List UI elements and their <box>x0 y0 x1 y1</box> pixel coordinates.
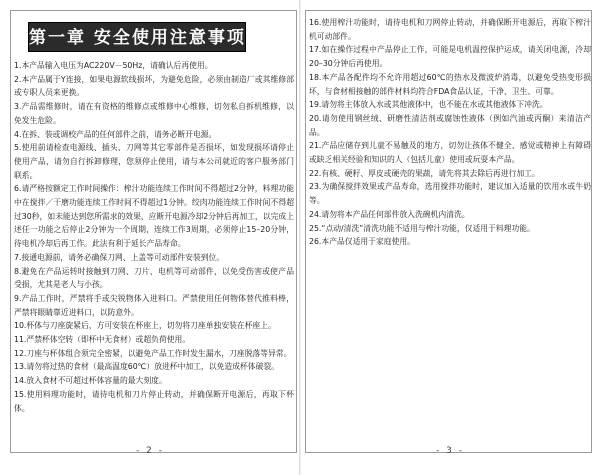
safety-item: 20.请勿使用钢丝绒、研磨性清洁剂或腐蚀性液体（例如汽油或丙酮）来清洁产品。 <box>309 113 591 137</box>
page-number-right: - 3 - <box>436 446 464 456</box>
safety-item: 11.严禁杯体空转（即杯中无食材）或超负荷使用。 <box>14 335 191 345</box>
safety-item: 6.请严格按额定工作时间操作：榨汁功能连续工作时间不得超过2分钟，料理功能中在搅拌／干磨功能连续工作时间不得超过1分钟。绞肉功能连续工作时间不得超过30秒，如未能达到您所需求的效果，应断开电源冷却2分钟后再加工，以完成上述任一功能之后停止2分钟为一个周期，连续工作3周期，必须停止15–20分钟，待电机冷却后再工作。此法有利于延长产品寿命。 <box>14 184 294 249</box>
safety-item: 18.本产品各配件均不允许用超过60℃的热水及微波炉消毒，以避免受热变形损坏，与食材相接触的部件材料均符合FDA食品认证，干净、卫生、可靠。 <box>309 72 591 96</box>
safety-item: 7.接通电源前，请务必确保刀网、上盖等可动部件安装到位。 <box>14 252 225 262</box>
safety-item: 22.有核、硬籽、厚皮或硬壳的果蔬，请先将其去除后再进行加工。 <box>309 168 540 178</box>
safety-item: 3.产品需维修时，请在有资格的维修点或维修中心维修，切勿私自拆机维修，以免发生危险。 <box>14 102 294 125</box>
safety-item: 5.使用前请检查电源线、插头、刀网等其它零部件是否损坏，如发现损坏请停止使用产品，请勿自行拆卸修理，您须停止使用，请与本公司就近的客户服务部门联系。 <box>14 143 294 180</box>
page-number-left: - 2 - <box>136 446 164 456</box>
safety-item: 16.使用榨汁功能时，请待电机和刀网停止转动，并确保断开电源后，再取下榨汁机可动部件。 <box>309 18 591 41</box>
safety-item: 14.放入食材不可超过杯体容量的最大刻度。 <box>14 376 167 386</box>
chapter-title: 第一章 安全使用注意事项 <box>28 22 246 52</box>
safety-item: 17.如在操作过程中产品停止工作，可能是电机温控保护运成，请关闭电源，冷却20–30分钟后再使用。 <box>309 45 591 69</box>
safety-item: 13.请勿将过热的食材（最高温度60℃）放进杯中加工，以免造成杯体破裂。 <box>14 362 279 372</box>
safety-item: 9.产品工作时，严禁将手或尖锐物体入进料口。严禁使用任何物体替代推料棒，严禁将眼睛靠近进料口，以防意外。 <box>14 293 294 317</box>
safety-item: 10.杯体与刀座旋紧后，方可安装在杯座上，切勿将刀座单独安装在杯座上。 <box>14 321 276 331</box>
safety-item: 2.本产品属于Y连接，如果电源软线损坏，为避免危险，必须由制造厂或其维修部或专职人员来更换。 <box>14 74 294 98</box>
safety-item: 4.在拆、装或调校产品的任何部件之前，请务必断开电源。 <box>14 129 217 139</box>
safety-item: 12.刀座与杯体组合须完全密紧，以避免产品工作时发生漏水，刀座脱落等异常。 <box>14 348 292 358</box>
safety-item: 26.本产品仅适用于家庭使用。 <box>309 237 415 247</box>
safety-item: 15.使用料理功能时，请待电机和刀片停止转动，并确保断开电源后，再取下杯体。 <box>14 389 294 413</box>
safety-item: 1.本产品输入电压为AC220V－50Hz，请确认后再使用。 <box>14 61 213 70</box>
safety-item: 19.请勿将主体放入水或其他液体中，也不能在水或其他液体下冲洗。 <box>309 100 548 110</box>
safety-item: 24.请勿将本产品任何部件放入洗碗机内清洗。 <box>309 209 470 219</box>
right-safety-list <box>309 16 591 249</box>
safety-item: 25.“点动/清洗”清洗功能不适用与榨汁功能，仅适用于料理功能。 <box>309 223 535 233</box>
safety-item: 23.为确保搅拌效果或产品寿命，选用搅拌功能时，建议加入适量的饮用水或牛奶等。 <box>309 182 591 206</box>
safety-item: 21.产品应储存到儿童不易触及的地方，切勿让孩体不健全、感觉或精神上有障碍或缺乏相关经验和知识的人（包括儿童）使用或玩耍本产品。 <box>309 141 591 165</box>
safety-item: 8.避免在产品运转时接触到刀网、刀片、电机等可动部件，以免受伤害或使产品受损，尤其是老人与小孩。 <box>14 266 294 290</box>
